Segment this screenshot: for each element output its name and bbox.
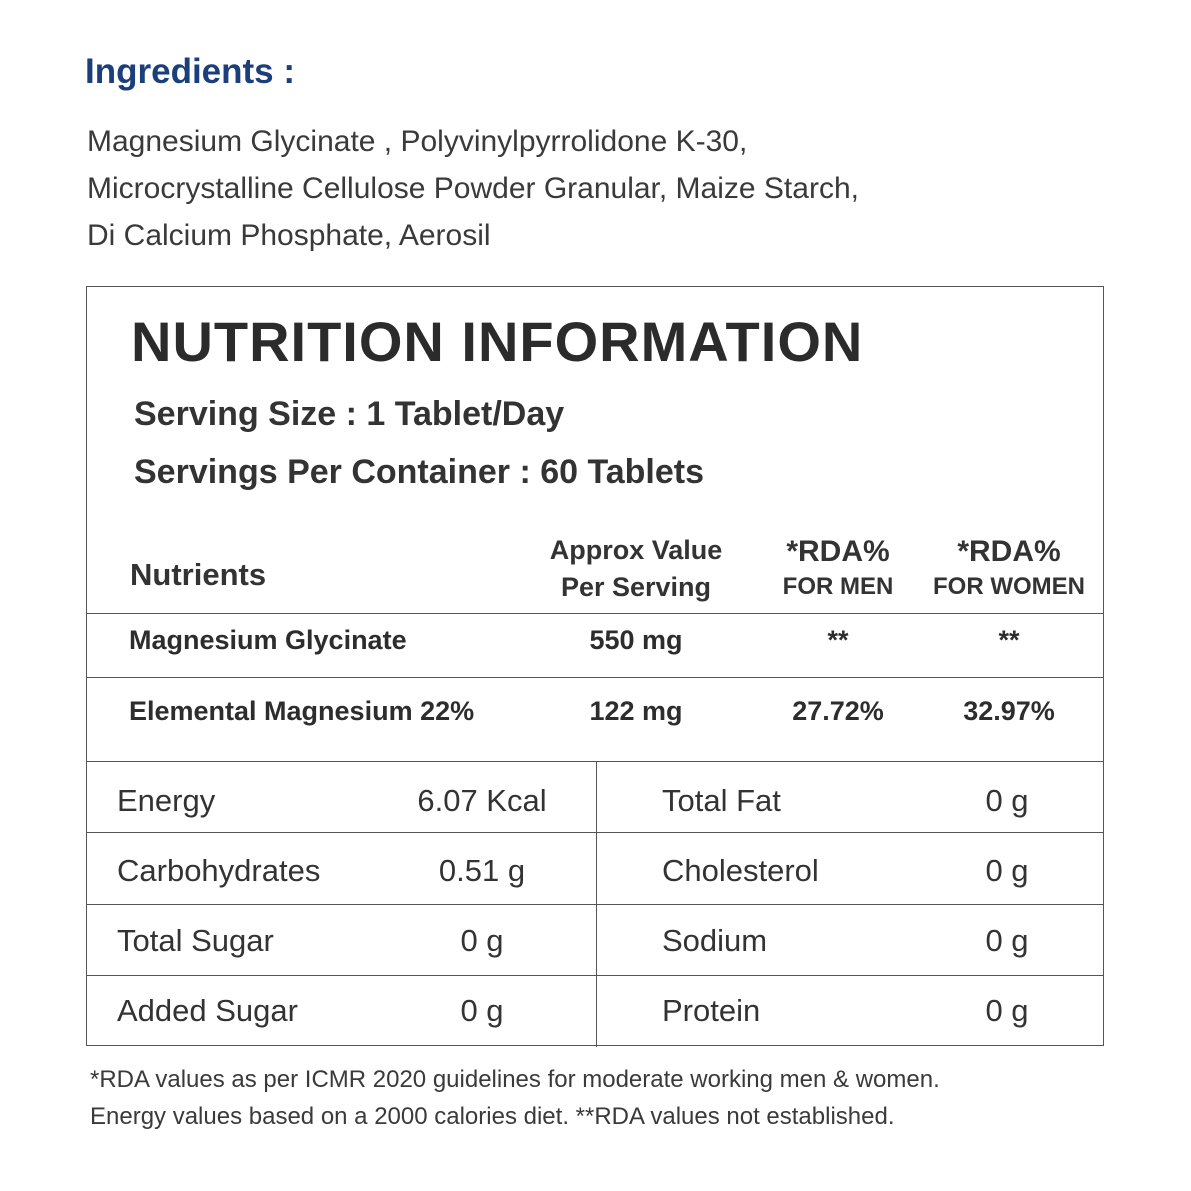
- divider: [87, 975, 1103, 976]
- grid-label: Carbohydrates: [117, 853, 321, 888]
- grid-label: Protein: [662, 993, 761, 1028]
- rda-men-value: **: [827, 625, 849, 655]
- nutrient-value: 550 mg: [589, 625, 683, 655]
- divider: [87, 761, 1103, 762]
- header-rda-men: [759, 535, 917, 601]
- grid-label: Cholesterol: [662, 853, 819, 888]
- grid-value: 6.07 Kcal: [417, 783, 547, 818]
- grid-label: Added Sugar: [117, 993, 298, 1028]
- header-rda-women-line2: FOR WOMEN: [933, 573, 1085, 600]
- divider: [87, 904, 1103, 905]
- rda-women-value: **: [998, 625, 1020, 655]
- servings-per-container: Servings Per Container : 60 Tablets: [134, 453, 704, 491]
- grid-value: 0 g: [985, 853, 1029, 888]
- header-rda-men-line1: *RDA%: [786, 535, 890, 568]
- nutrition-panel: [86, 286, 1104, 1046]
- header-approx-line1: Approx Value: [549, 535, 723, 565]
- header-rda-women: [915, 535, 1103, 601]
- grid-label: Total Fat: [662, 783, 781, 818]
- rda-women-value: 32.97%: [963, 696, 1055, 726]
- table-row: [87, 625, 1103, 685]
- header-approx: [527, 535, 745, 603]
- grid-value: 0 g: [985, 923, 1029, 958]
- header-nutrients: [130, 557, 266, 593]
- divider: [87, 832, 1103, 833]
- grid-value: 0 g: [985, 783, 1029, 818]
- rda-men-value: 27.72%: [792, 696, 884, 726]
- grid-value: 0 g: [985, 993, 1029, 1028]
- header-rda-men-line2: FOR MEN: [782, 573, 894, 600]
- grid-label: Energy: [117, 783, 216, 818]
- ingredients-line: Magnesium Glycinate , Polyvinylpyrrolidone K-30,: [87, 125, 748, 158]
- ingredients-title: Ingredients :: [85, 52, 296, 91]
- grid-label: Sodium: [662, 923, 768, 958]
- ingredients-line: Microcrystalline Cellulose Powder Granular, Maize Starch,: [87, 172, 859, 205]
- grid-value: 0 g: [460, 993, 504, 1028]
- nutrient-value: 122 mg: [589, 696, 683, 726]
- ingredients-text: [87, 118, 1127, 259]
- grid-label: Total Sugar: [117, 923, 274, 958]
- grid-value: 0 g: [460, 923, 504, 958]
- footnote-rda: *RDA values as per ICMR 2020 guidelines for moderate working men & women.: [90, 1066, 940, 1093]
- header-nutrients-label: Nutrients: [130, 557, 267, 592]
- table-row: [87, 696, 1103, 756]
- divider: [87, 613, 1103, 614]
- header-rda-women-line1: *RDA%: [957, 535, 1061, 568]
- footnote-energy: Energy values based on a 2000 calories diet. **RDA values not established.: [90, 1103, 895, 1130]
- ingredients-line: Di Calcium Phosphate, Aerosil: [87, 219, 491, 252]
- nutrient-name: Magnesium Glycinate: [129, 625, 407, 655]
- grid-value: 0.51 g: [438, 853, 526, 888]
- serving-size: Serving Size : 1 Tablet/Day: [134, 395, 565, 433]
- divider: [87, 677, 1103, 678]
- nutrient-name: Elemental Magnesium 22%: [129, 696, 475, 726]
- nutrition-title: NUTRITION INFORMATION: [131, 310, 864, 373]
- header-approx-line2: Per Serving: [560, 572, 712, 602]
